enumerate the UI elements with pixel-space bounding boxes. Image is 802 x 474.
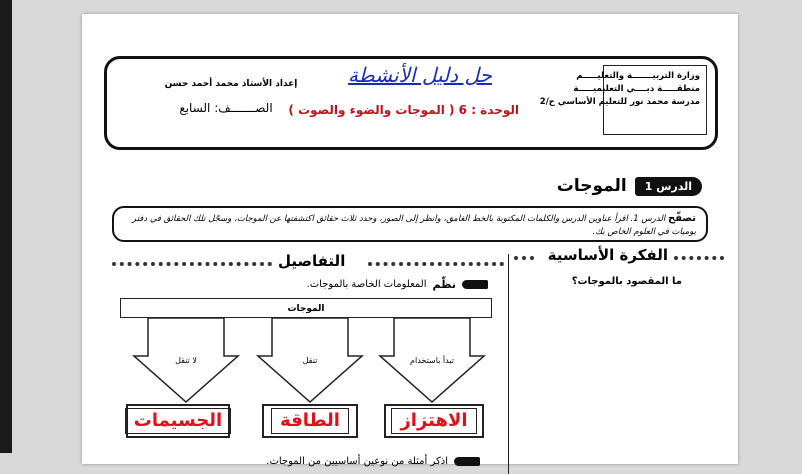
key-icon — [462, 280, 488, 289]
diagram-title-bar: الموجات — [120, 298, 492, 318]
lesson-title: الموجات — [556, 176, 627, 196]
key-icon — [454, 457, 480, 466]
organize-text: المعلومات الخاصة بالموجات. — [306, 279, 427, 290]
organize-prompt — [307, 278, 488, 291]
heading-dots — [112, 262, 272, 266]
main-idea-question: ما المقصود بالموجات؟ — [571, 276, 682, 287]
document-title: حل دليل الأنشطة — [348, 63, 492, 87]
heading-dots — [514, 256, 534, 260]
arrow-label: لا تنقل — [175, 356, 197, 365]
details-heading: التفاصيل — [278, 252, 346, 270]
prepared-by: إعداد الأستاذ محمد أحمد حسن — [164, 79, 298, 89]
lesson-heading — [557, 174, 702, 198]
heading-dots — [368, 262, 504, 266]
arrow-label: تنقل — [302, 356, 318, 365]
window-edge-bar — [0, 0, 12, 453]
school-line: مدرسة محمد نور للتعليم الأساسي ح/2 — [539, 97, 700, 107]
answer-box — [126, 404, 230, 438]
next-prompt-text: اذكر أمثلة من نوعين أساسيين من الموجات. — [266, 456, 448, 467]
instructions-lead: تصفّح — [667, 213, 696, 224]
answer-text: الجسيمات — [125, 408, 231, 434]
next-prompt — [266, 456, 480, 467]
school-info-box — [539, 65, 707, 135]
organize-lead: نظّم — [432, 278, 456, 291]
unit-label: الوحدة : 6 ( الموجات والضوء والصوت ) — [288, 103, 519, 117]
lesson-badge: الدرس 1 — [635, 177, 702, 196]
answer-box — [262, 404, 358, 438]
document-page — [82, 14, 738, 467]
column-divider — [508, 254, 509, 474]
answer-box — [384, 404, 484, 438]
waves-diagram — [112, 298, 504, 468]
header-box — [104, 56, 718, 150]
school-line: وزارة التربيـــــــة والتعليـــــم — [576, 71, 700, 81]
grade-label: الصـــــــف: السابع — [179, 101, 273, 115]
answer-text: الطاقة — [271, 408, 349, 434]
answer-text: الاهتزاز — [391, 408, 476, 434]
school-line: منطقـــــة دبــــي التعليميـــــة — [573, 84, 700, 94]
main-idea-heading: الفكرة الأساسية — [547, 246, 668, 264]
instructions-text: الدرس 1. اقرأ عناوين الدرس والكلمات المكتوبة بالخط الغامق، وانظر إلى الصور، وحدد ثلاث حقائق اكتشفتها عن الموجات، وسجّل تلك الحقائق في دفتر يوميات في العلوم الخاص بك. — [132, 214, 696, 237]
instructions-box — [112, 206, 708, 242]
heading-dots — [674, 256, 724, 260]
arrows-graphic — [112, 316, 504, 416]
arrow-label: تبدأ باستخدام — [410, 356, 454, 365]
